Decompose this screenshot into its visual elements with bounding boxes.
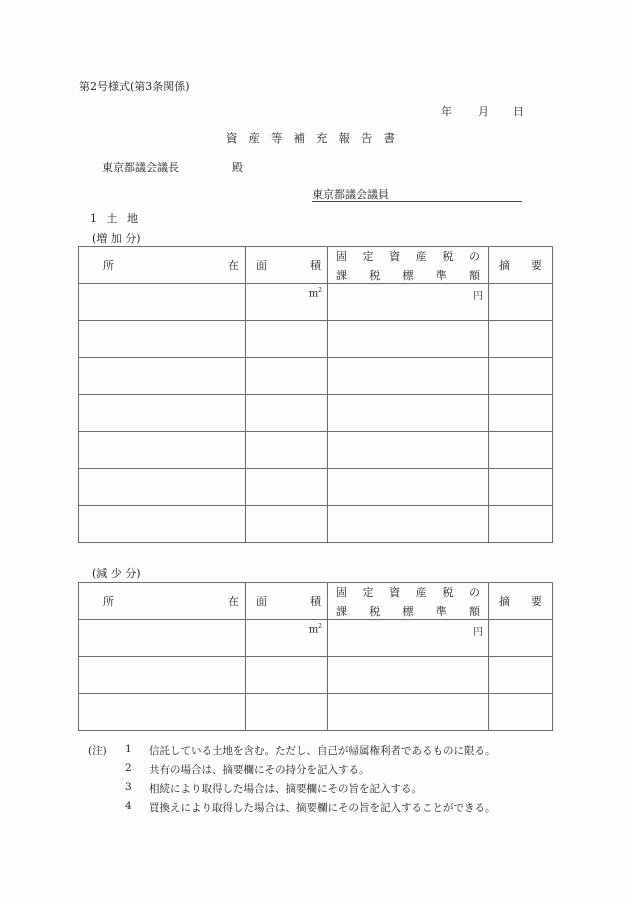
note-indent — [88, 781, 125, 800]
addressee: 東京都議会議長 — [102, 161, 179, 174]
header-char: 面 — [256, 259, 267, 272]
cell-remarks[interactable] — [489, 321, 553, 358]
unit-sup: 2 — [318, 287, 322, 294]
cell-tax-value[interactable] — [328, 321, 489, 358]
section-label: 土 地 — [106, 212, 138, 225]
header-tax-value — [328, 583, 489, 620]
cell-remarks[interactable] — [489, 469, 553, 506]
header-char: 課 — [336, 268, 347, 282]
header-char: の — [468, 249, 480, 263]
cell-area[interactable] — [246, 432, 328, 469]
reporter-signature-field[interactable] — [312, 189, 522, 202]
table-row — [79, 284, 553, 321]
note-item — [88, 743, 496, 762]
cell-tax-value[interactable] — [328, 432, 489, 469]
header-char: 定 — [362, 585, 374, 599]
form-number: 第2号様式(第3条関係) — [79, 80, 190, 93]
cell-remarks[interactable] — [489, 432, 553, 469]
table-row — [79, 395, 553, 432]
cell-area[interactable] — [246, 620, 328, 657]
cell-location[interactable] — [79, 358, 246, 395]
header-area — [246, 583, 328, 620]
header-char: 固 — [336, 249, 347, 263]
header-char: 標 — [402, 268, 414, 282]
note-number: 2 — [125, 762, 132, 774]
cell-area[interactable] — [246, 358, 328, 395]
cell-remarks[interactable] — [489, 694, 553, 731]
cell-location[interactable] — [79, 506, 246, 543]
header-char: 在 — [228, 595, 239, 608]
cell-area[interactable] — [246, 321, 328, 358]
header-char: 積 — [310, 259, 321, 272]
header-char: 税 — [442, 585, 454, 599]
reporter-label: 東京都議会議員 — [312, 188, 389, 201]
cell-tax-value[interactable] — [328, 395, 489, 432]
note-number: 1 — [125, 743, 132, 755]
header-char: 固 — [336, 585, 347, 599]
header-char: 在 — [228, 259, 239, 272]
table-row — [79, 657, 553, 694]
table-header-row — [79, 247, 553, 284]
header-char: の — [468, 585, 480, 599]
header-char: 所 — [103, 595, 114, 608]
cell-remarks[interactable] — [489, 284, 553, 321]
table-row — [79, 321, 553, 358]
cell-remarks[interactable] — [489, 506, 553, 543]
cell-location[interactable] — [79, 694, 246, 731]
header-char: 額 — [469, 604, 480, 618]
cell-area[interactable] — [246, 284, 328, 321]
table-row — [79, 620, 553, 657]
cell-area[interactable] — [246, 395, 328, 432]
header-remarks — [489, 583, 553, 620]
unit-text: m — [308, 624, 319, 636]
header-char: 税 — [442, 249, 454, 263]
cell-area[interactable] — [246, 506, 328, 543]
area-unit — [246, 620, 327, 635]
cell-tax-value[interactable] — [328, 694, 489, 731]
decrease-subtitle: (減 少 分) — [92, 567, 141, 580]
cell-area[interactable] — [246, 469, 328, 506]
unit-text: m — [308, 288, 319, 300]
document-title: 資産等補充報告書 — [226, 131, 406, 145]
date-day: 日 — [513, 105, 524, 118]
section-number: 1 — [90, 212, 97, 225]
header-tax-value — [328, 247, 489, 284]
header-char: 標 — [402, 604, 414, 618]
header-char: 面 — [256, 595, 267, 608]
header-char: 所 — [103, 259, 114, 272]
honorific: 殿 — [232, 161, 243, 174]
table-row — [79, 432, 553, 469]
header-char: 準 — [435, 268, 447, 282]
header-char: 要 — [531, 259, 542, 272]
cell-location[interactable] — [79, 432, 246, 469]
header-remarks — [489, 247, 553, 284]
increase-subtitle: (増 加 分) — [92, 232, 141, 245]
section-heading — [90, 213, 138, 224]
note-indent — [88, 800, 125, 819]
header-char: 課 — [336, 604, 347, 618]
cell-location[interactable] — [79, 284, 246, 321]
header-char: 額 — [469, 268, 480, 282]
cell-location[interactable] — [79, 469, 246, 506]
decrease-table — [78, 582, 553, 731]
cell-area[interactable] — [246, 694, 328, 731]
header-char: 資 — [389, 249, 401, 263]
header-location — [79, 247, 246, 284]
note-text: 買換えにより取得した場合は、摘要欄にその旨を記入することができる。 — [149, 802, 496, 814]
cell-tax-value[interactable] — [328, 469, 489, 506]
cell-remarks[interactable] — [489, 358, 553, 395]
cell-tax-value[interactable] — [328, 284, 489, 321]
cell-remarks[interactable] — [489, 620, 553, 657]
cell-location[interactable] — [79, 321, 246, 358]
header-char: 税 — [369, 604, 381, 618]
table-row — [79, 694, 553, 731]
increase-table — [78, 246, 553, 543]
table-row — [79, 469, 553, 506]
note-text: 共有の場合は、摘要欄にその持分を記入する。 — [149, 764, 370, 776]
header-location — [79, 583, 246, 620]
cell-tax-value[interactable] — [328, 358, 489, 395]
header-char: 準 — [435, 604, 447, 618]
cell-area[interactable] — [246, 657, 328, 694]
cell-remarks[interactable] — [489, 657, 553, 694]
area-unit — [246, 284, 327, 299]
note-item — [88, 800, 496, 819]
table-row — [79, 506, 553, 543]
cell-tax-value[interactable] — [328, 620, 489, 657]
header-char: 定 — [362, 249, 374, 263]
note-text: 信託している土地を含む。ただし、自己が帰属権利者であるものに限る。 — [149, 745, 496, 757]
header-char: 税 — [369, 268, 381, 282]
cell-remarks[interactable] — [489, 395, 553, 432]
note-number: 3 — [125, 781, 132, 793]
table-row — [79, 358, 553, 395]
header-char: 摘 — [499, 595, 510, 608]
note-indent — [88, 762, 125, 781]
header-char: 資 — [389, 585, 401, 599]
note-number: 4 — [125, 800, 132, 812]
table-header-row — [79, 583, 553, 620]
header-char: 要 — [531, 595, 542, 608]
cell-tax-value[interactable] — [328, 657, 489, 694]
cell-tax-value[interactable] — [328, 506, 489, 543]
note-text: 相続により取得した場合は、摘要欄にその旨を記入する。 — [149, 783, 422, 795]
header-char: 産 — [415, 585, 427, 599]
note-item — [88, 762, 496, 781]
yen-unit: 円 — [473, 291, 483, 302]
date-month: 月 — [478, 105, 489, 118]
notes — [88, 743, 496, 819]
date-year: 年 — [441, 105, 452, 118]
header-char: 積 — [310, 595, 321, 608]
unit-sup: 2 — [318, 623, 322, 630]
header-area — [246, 247, 328, 284]
yen-unit: 円 — [473, 627, 483, 638]
cell-location[interactable] — [79, 395, 246, 432]
header-char: 産 — [415, 249, 427, 263]
cell-location[interactable] — [79, 620, 246, 657]
note-item — [88, 781, 496, 800]
header-char: 摘 — [499, 259, 510, 272]
notes-label: (注) — [88, 745, 107, 757]
cell-location[interactable] — [79, 657, 246, 694]
